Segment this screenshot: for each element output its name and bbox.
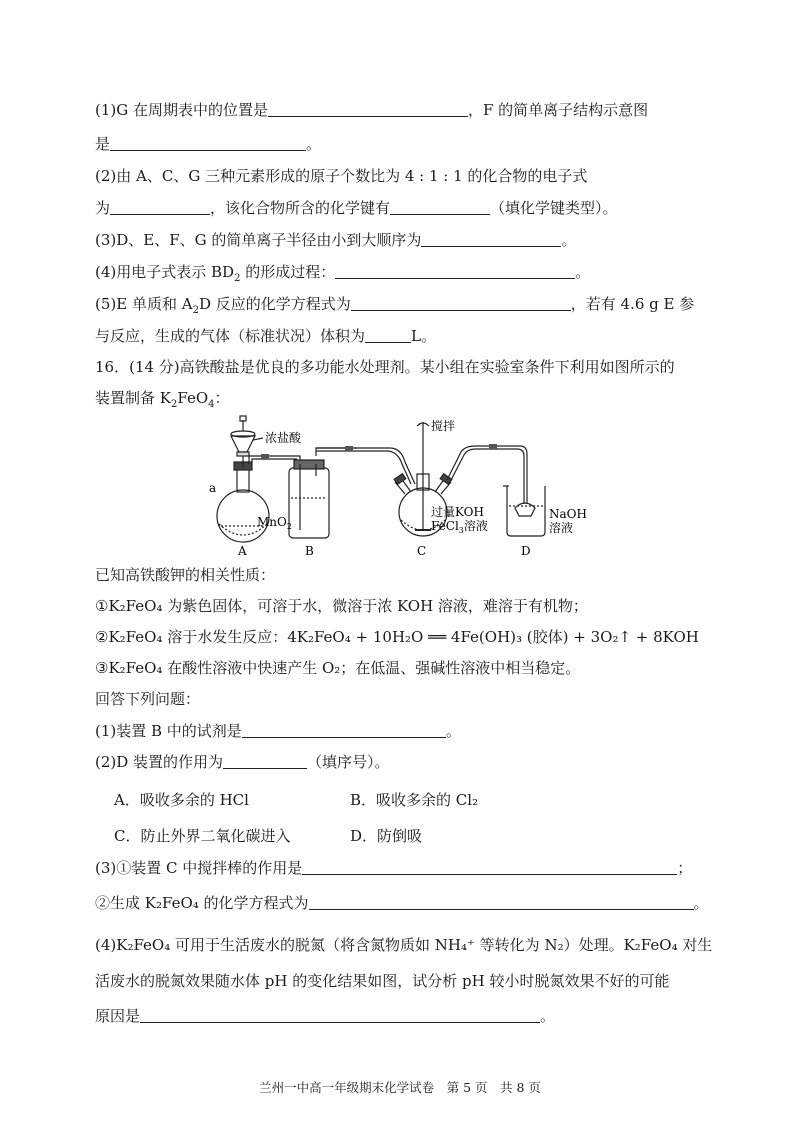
answer-blank-electron-formula[interactable] xyxy=(110,200,210,215)
q15-part5-line1: (5)E 单质和 $A_2D$ 反应的化学方程式为 ，若有 4.6 g E 参 xyxy=(95,295,695,316)
property-1: ①K₂FeO₄ 为紫色固体，可溶于水，微溶于浓 KOH 溶液，难溶于有机物； xyxy=(95,597,588,615)
label-flask-a: a xyxy=(209,481,217,495)
q16-part3-line2: ②生成 K₂FeO₄ 的化学方程式为 。 xyxy=(95,894,709,912)
q15-part2-line2: 为 ，该化合物所含的化学键有 （填化学键类型）。 xyxy=(95,199,618,217)
tag-a: A xyxy=(238,544,247,558)
option-b[interactable]: B．吸收多余的 Cl₂ xyxy=(350,791,479,809)
answer-blank-ion-radius-order[interactable] xyxy=(421,232,561,247)
option-a[interactable]: A．吸收多余的 HCl xyxy=(114,791,249,809)
q15-part3: (3)D、E、F、G 的简单离子半径由小到大顺序为 。 xyxy=(95,231,577,249)
label-koh: 过量KOH xyxy=(431,505,484,519)
label-naoh: NaOH xyxy=(549,507,587,521)
answer-blank-g-position[interactable] xyxy=(268,102,468,117)
label-mno2: MnO$_2$ xyxy=(257,515,292,531)
q16-part4-line3: 原因是 。 xyxy=(95,1007,556,1025)
page-footer: 兰州一中高一年级期末化学试卷 第 5 页 共 8 页 xyxy=(259,1080,541,1095)
q15-part4: (4)用电子式表示 $BD_2$ 的形成过程： 。 xyxy=(95,263,591,284)
answer-blank-d-function[interactable] xyxy=(223,754,307,769)
label-naoh-solution: 溶液 xyxy=(549,521,574,535)
answer-blank-gas-volume[interactable] xyxy=(365,328,411,343)
label-conc-hcl: 浓盐酸 xyxy=(265,431,302,445)
bottle-b-drawing xyxy=(289,448,357,538)
tag-d: D xyxy=(521,544,531,558)
q16-intro-line2: 装置制备 $K_2FeO_4$： xyxy=(95,389,230,410)
q16-part4-line2: 活废水的脱氮效果随水体 pH 的变化结果如图，试分析 pH 较小时脱氮效果不好的可能 xyxy=(95,972,670,990)
property-2: ②K₂FeO₄ 溶于水发生反应：4K₂FeO₄ + 10H₂O ══ 4Fe(OH)₃ (胶体) + 3O₂↑ + 8KOH xyxy=(95,628,699,646)
tag-c: C xyxy=(417,544,427,558)
q16-intro-line1: 16．(14 分)高铁酸盐是优良的多功能水处理剂。某小组在实验室条件下利用如图所示的 xyxy=(95,358,675,376)
label-stir: 搅拌 xyxy=(431,419,456,433)
answer-blank-b-reagent[interactable] xyxy=(242,723,446,738)
answer-blank-k2feo4-equation[interactable] xyxy=(309,895,694,910)
answer-blank-reaction-equation[interactable] xyxy=(351,296,571,311)
q15-part1-line2: 是 。 xyxy=(95,135,322,153)
label-fecl3: FeCl$_3$溶液 xyxy=(431,519,488,535)
q15-part2-line1: (2)由 A、C、G 三种元素形成的原子个数比为 4 : 1 : 1 的化合物的电子式 xyxy=(95,167,588,185)
option-d[interactable]: D．防倒吸 xyxy=(350,827,423,845)
answer-intro: 回答下列问题： xyxy=(95,690,201,708)
apparatus-diagram xyxy=(195,412,595,560)
answer-blank-ion-diagram[interactable] xyxy=(110,136,306,151)
answer-blank-denitrification-reason[interactable] xyxy=(140,1008,540,1023)
q16-part1: (1)装置 B 中的试剂是 。 xyxy=(95,722,461,740)
known-properties-heading: 已知高铁酸钾的相关性质： xyxy=(95,566,276,584)
answer-blank-stirrer-function[interactable] xyxy=(302,860,677,875)
tag-b: B xyxy=(305,544,314,558)
q16-part2: (2)D 装置的作用为 （填序号）。 xyxy=(95,753,390,771)
answer-blank-formation-process[interactable] xyxy=(335,264,575,279)
q15-part1-line1: (1)G 在周期表中的位置是 ，F 的简单离子结构示意图 xyxy=(95,101,649,119)
property-3: ③K₂FeO₄ 在酸性溶液中快速产生 O₂；在低温、强碱性溶液中相当稳定。 xyxy=(95,659,581,677)
q16-part4-line1: (4)K₂FeO₄ 可用于生活废水的脱氮（将含氮物质如 NH₄⁺ 等转化为 N₂）处理。K₂FeO₄ 对生 xyxy=(95,936,713,954)
answer-blank-bond-type[interactable] xyxy=(390,200,490,215)
q15-part5-line2: 与反应，生成的气体（标准状况）体积为 L。 xyxy=(95,327,436,345)
option-c[interactable]: C．防止外界二氧化碳进入 xyxy=(114,827,291,845)
q16-part3-line1: (3)①装置 C 中搅拌棒的作用是 ； xyxy=(95,859,693,877)
